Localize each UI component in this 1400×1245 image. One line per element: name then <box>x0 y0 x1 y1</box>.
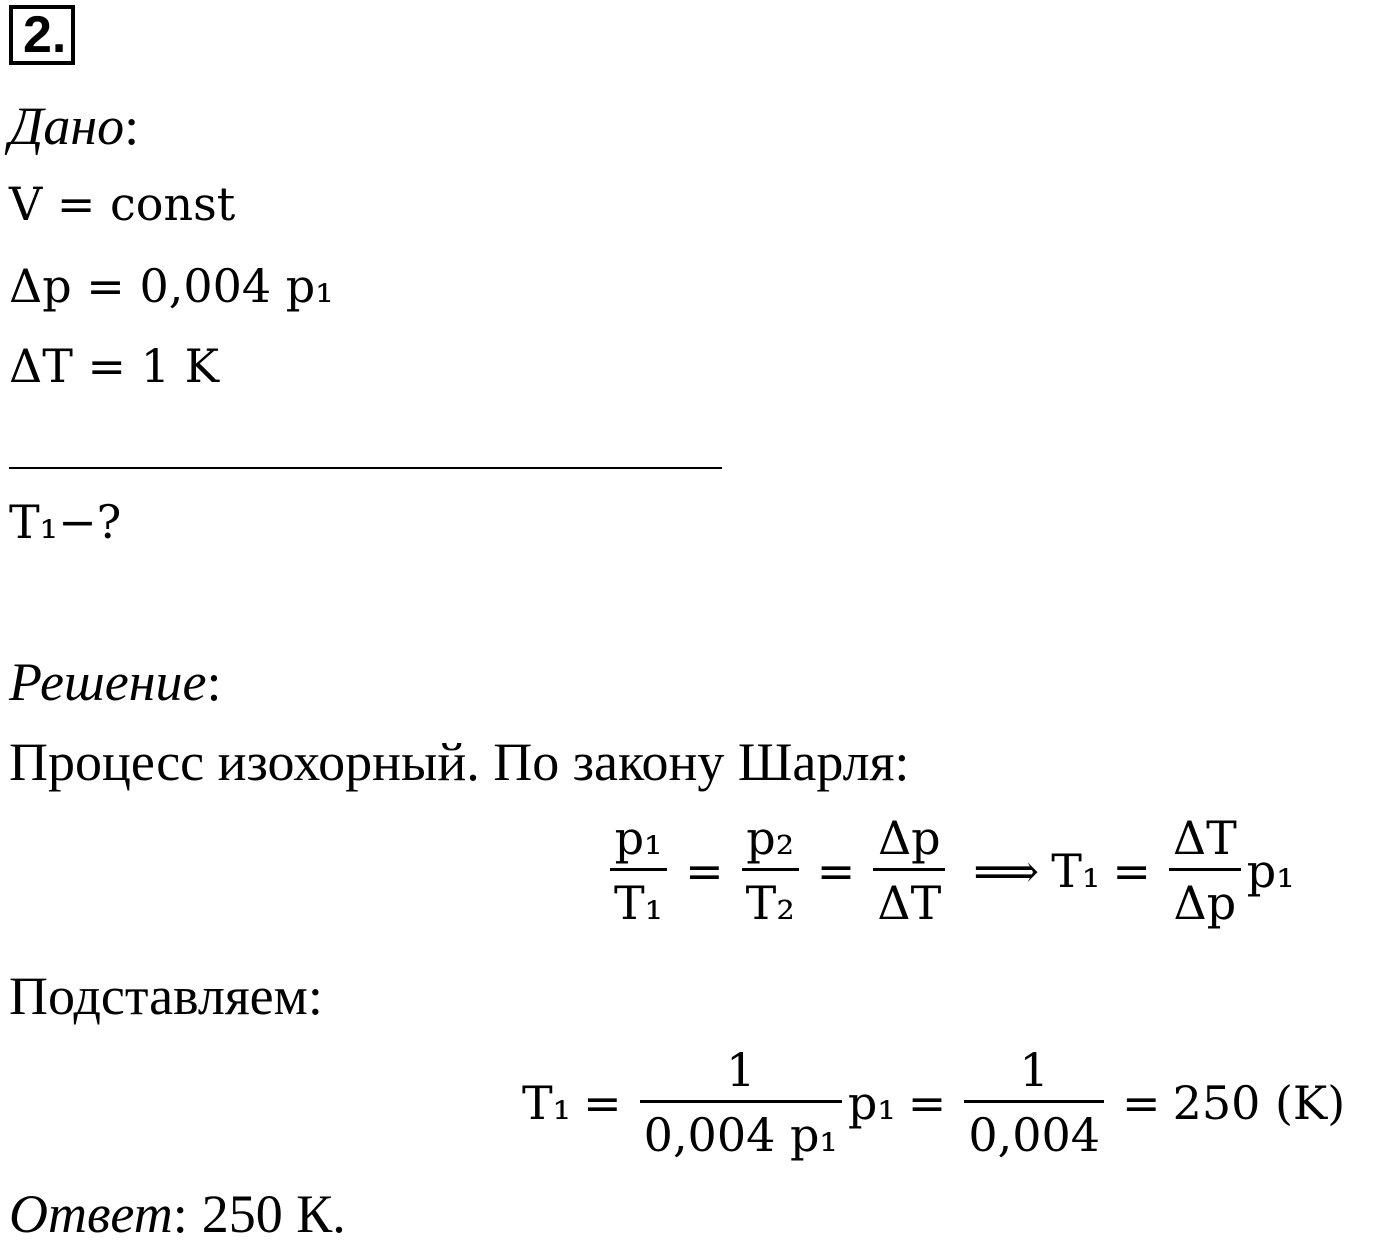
answer-line <box>9 1184 346 1244</box>
fraction-numerator: Δp <box>877 811 941 865</box>
fraction-p2-over-t2 <box>742 812 799 929</box>
fraction-numerator: p₂ <box>746 811 795 865</box>
fraction-denominator: ΔT <box>873 868 945 929</box>
given-find-divider <box>9 467 722 469</box>
given-heading-label: Дано <box>9 96 125 156</box>
equals-sign: = <box>1122 1075 1161 1130</box>
given-heading <box>9 96 139 156</box>
answer-heading: Ответ <box>9 1184 173 1244</box>
formula-result: 250 (K) <box>1172 1075 1346 1130</box>
fraction-numerator: 1 <box>726 1043 756 1097</box>
fraction-numerator: ΔT <box>1172 811 1237 865</box>
formula-lhs: T₁ <box>1051 843 1101 898</box>
given-line-pressure-change: Δp = 0,004 p₁ <box>9 259 334 313</box>
fraction-denominator: 0,004 <box>964 1100 1104 1161</box>
equals-sign: = <box>583 1075 622 1130</box>
fraction-dp-over-dt <box>873 812 945 929</box>
equals-sign: = <box>816 843 856 898</box>
equals-sign: = <box>1112 843 1151 898</box>
answer-colon: : <box>172 1184 188 1244</box>
fraction-one-over-0004p1 <box>640 1044 842 1161</box>
fraction-denominator: Δp <box>1169 868 1241 929</box>
equals-sign: = <box>907 1075 947 1130</box>
given-line-temperature-change: ΔT = 1 K <box>9 339 219 393</box>
formula-mid: p₁ <box>847 1075 896 1130</box>
fraction-dt-over-dp <box>1169 812 1241 929</box>
formula-tail: p₁ <box>1246 843 1295 898</box>
problem-number: 2. <box>9 5 75 65</box>
answer-value: 250 К. <box>201 1184 346 1244</box>
formula-lhs: T₁ <box>522 1075 572 1130</box>
fraction-p1-over-t1 <box>610 812 667 929</box>
fraction-denominator: T₁ <box>610 868 667 929</box>
fraction-numerator: p₁ <box>614 811 663 865</box>
equals-sign: = <box>685 843 724 898</box>
fraction-one-over-0004 <box>964 1044 1104 1161</box>
substitution-formula <box>522 1044 1345 1161</box>
find-question: T₁−? <box>9 495 122 549</box>
substitute-label: Подставляем: <box>9 966 323 1026</box>
given-heading-colon: : <box>124 96 140 156</box>
fraction-denominator: T₂ <box>742 868 799 929</box>
implies-arrow: ⟹ <box>973 843 1040 898</box>
fraction-numerator: 1 <box>1019 1043 1049 1097</box>
fraction-denominator: 0,004 p₁ <box>640 1100 842 1161</box>
solution-heading <box>9 652 222 712</box>
charles-law-formula <box>604 812 1295 929</box>
given-line-volume: V = const <box>9 177 236 231</box>
solution-heading-label: Решение <box>9 652 207 712</box>
solution-heading-colon: : <box>206 652 222 712</box>
solution-intro: Процесс изохорный. По закону Шарля: <box>9 732 910 792</box>
